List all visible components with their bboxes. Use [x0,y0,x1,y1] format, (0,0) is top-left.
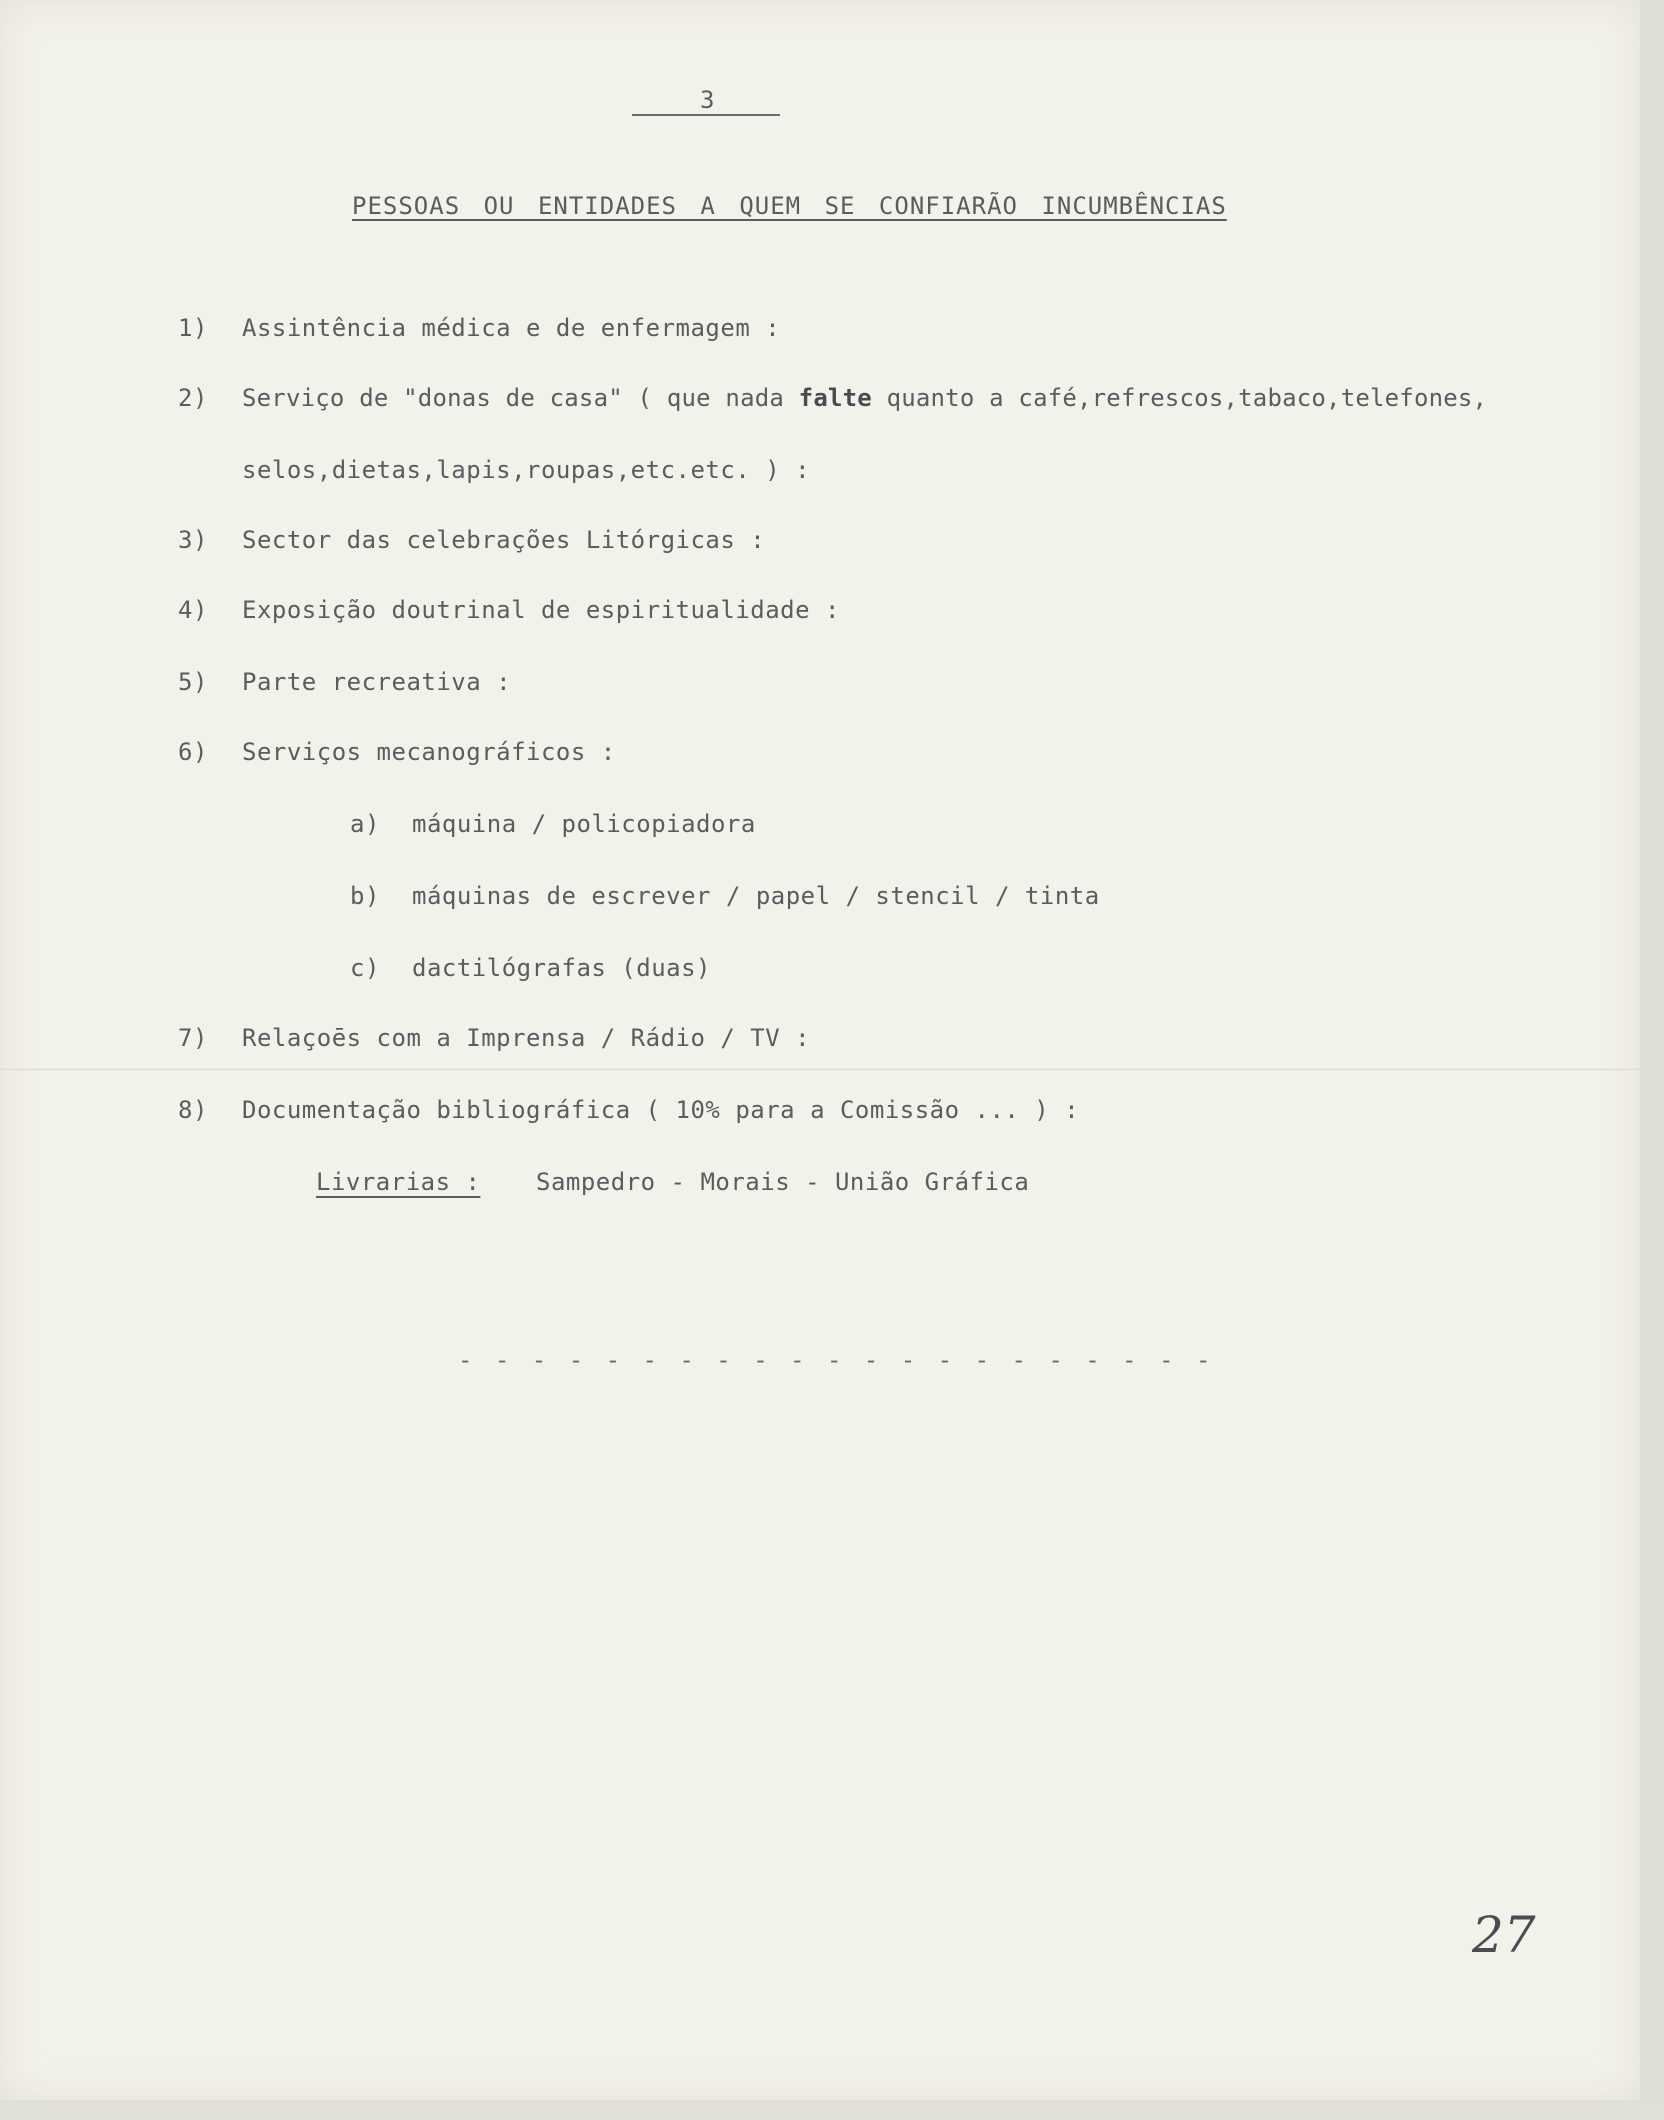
item-number-3: 3) [178,526,208,554]
item-number-5: 5) [178,668,208,696]
item-number-8: 8) [178,1096,208,1124]
livrarias-text: Sampedro - Morais - União Gráfica [536,1168,1030,1196]
page-title: PESSOAS OU ENTIDADES A QUEM SE CONFIARÃO INCUMBÊNCIAS [352,192,1227,220]
item-text-7: Relaçoēs com a Imprensa / Rádio / TV : [242,1024,811,1052]
livrarias-label: Livrarias : [316,1168,481,1196]
subitem-number-a: a) [350,810,380,838]
item-text-6: Serviços mecanográficos : [242,738,616,766]
item-text-1: Assintência médica e de enfermagem : [242,314,781,342]
handwritten-page-number: 27 [1472,1906,1536,1964]
item-text-2-bold: falte [798,384,872,412]
item-text-3: Sector das celebrações Litórgicas : [242,526,766,554]
subitem-text-c: dactilógrafas (duas) [412,954,711,982]
subitem-text-b: máquinas de escrever / papel / stencil / tinta [412,882,1100,910]
subitem-number-c: c) [350,954,380,982]
subitem-number-b: b) [350,882,380,910]
scan-edge-bottom [0,2100,1664,2120]
subitem-text-a: máquina / policopiadora [412,810,756,838]
scan-edge-right [1640,0,1664,2120]
item-text-5: Parte recreativa : [242,668,512,696]
item-number-7: 7) [178,1024,208,1052]
dashed-separator: - - - - - - - - - - - - - - - - - - - - - [458,1346,1215,1374]
item-text-4: Exposição doutrinal de espiritualidade : [242,596,840,624]
item-text-2-part-a: Serviço de "donas de casa" ( que nada [242,384,799,412]
item-number-2: 2) [178,384,208,412]
item-number-6: 6) [178,738,208,766]
item-text-2-part-b: quanto a café,refrescos,tabaco,telefones, [871,384,1488,412]
item-text-2 [242,384,1487,412]
item-number-1: 1) [178,314,208,342]
item-text-8: Documentação bibliográfica ( 10% para a Comissão ... ) : [242,1096,1080,1124]
paper-fold-line [0,1068,1640,1071]
item-number-4: 4) [178,596,208,624]
item-text-2-continuation: selos,dietas,lapis,roupas,etc.etc. ) : [242,456,811,484]
page-number: 3 [700,86,715,114]
page-number-underline [632,114,780,116]
